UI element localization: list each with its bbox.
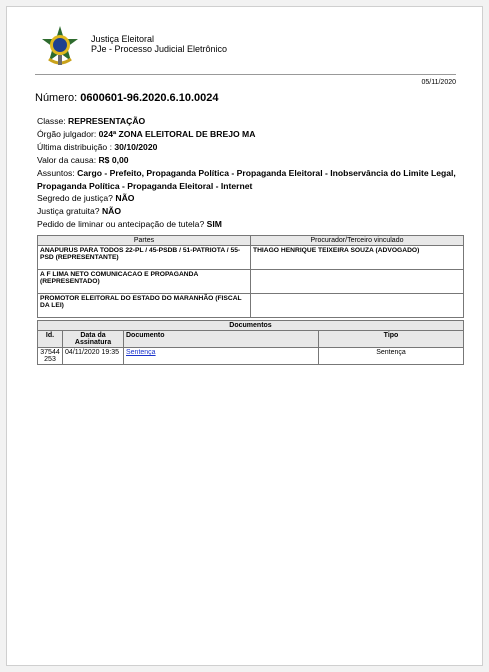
gratuita-label: Justiça gratuita? xyxy=(37,206,100,216)
partes-col-header: Partes xyxy=(38,236,251,246)
orgao-value: 024ª ZONA ELEITORAL DE BREJO MA xyxy=(98,129,256,139)
issue-date: 05/11/2020 xyxy=(421,79,456,86)
document-page xyxy=(6,6,483,666)
doc-documento-cell xyxy=(124,348,319,365)
org-line-2: PJe - Processo Judicial Eletrônico xyxy=(91,44,228,54)
distribuicao-value: 30/10/2020 xyxy=(114,142,158,152)
classe-label: Classe: xyxy=(37,116,66,126)
procurador-cell xyxy=(251,294,464,318)
data-col-header: Data da Assinatura xyxy=(63,331,124,348)
procurador-cell xyxy=(251,270,464,294)
partes-header-row xyxy=(38,236,464,246)
documentos-header-row xyxy=(38,331,464,348)
table-row xyxy=(38,348,464,365)
segredo-value: NÃO xyxy=(115,193,135,203)
orgao-label: Órgão julgador: xyxy=(37,129,97,139)
classe-value: REPRESENTAÇÃO xyxy=(68,116,146,126)
id-col-header: Id. xyxy=(38,331,63,348)
liminar-label: Pedido de liminar ou antecipação de tutela? xyxy=(37,219,205,229)
numero-label: Número: xyxy=(35,92,78,104)
process-metadata xyxy=(35,115,475,231)
sentenca-link[interactable]: Sentença xyxy=(126,349,156,356)
partes-table xyxy=(37,235,464,318)
parte-cell: ANAPURUS PARA TODOS 22-PL / 45-PSDB / 51-PATRIOTA / 55-PSD (REPRESENTANTE) xyxy=(38,246,251,270)
org-line-1: Justiça Eleitoral xyxy=(91,34,155,44)
brasao-coat-of-arms-icon xyxy=(39,25,81,69)
distribuicao-label: Última distribuição : xyxy=(37,142,112,152)
header-divider xyxy=(35,74,456,75)
orgao-row xyxy=(35,128,475,141)
distribuicao-row xyxy=(35,141,475,154)
process-number xyxy=(35,92,219,104)
liminar-row xyxy=(35,218,475,231)
liminar-value: SIM xyxy=(206,219,222,229)
classe-row xyxy=(35,115,475,128)
documentos-title-row xyxy=(38,321,464,331)
segredo-label: Segredo de justiça? xyxy=(37,193,113,203)
parte-cell: PROMOTOR ELEITORAL DO ESTADO DO MARANHÃO (FISCAL DA LEI) xyxy=(38,294,251,318)
valor-label: Valor da causa: xyxy=(37,155,97,165)
valor-row xyxy=(35,154,475,167)
numero-value: 0600601-96.2020.6.10.0024 xyxy=(80,92,219,104)
doc-id-cell: 37544 253 xyxy=(38,348,63,365)
valor-value: R$ 0,00 xyxy=(98,155,129,165)
assuntos-value: Cargo - Prefeito, Propaganda Política - Propaganda Eleitoral - Inobservância do Limite Legal, Propaganda Política - Propaganda Eleitoral - Internet xyxy=(37,168,456,191)
assuntos-label: Assuntos: xyxy=(37,168,75,178)
gratuita-row xyxy=(35,205,475,218)
documentos-title: Documentos xyxy=(38,321,464,331)
procurador-cell: THIAGO HENRIQUE TEIXEIRA SOUZA (ADVOGADO) xyxy=(251,246,464,270)
table-row xyxy=(38,270,464,294)
tipo-col-header: Tipo xyxy=(319,331,464,348)
procurador-col-header: Procurador/Terceiro vinculado xyxy=(251,236,464,246)
org-name xyxy=(91,34,227,54)
table-row xyxy=(38,246,464,270)
doc-data-cell: 04/11/2020 19:35 xyxy=(63,348,124,365)
segredo-row xyxy=(35,192,475,205)
assuntos-row xyxy=(35,167,475,192)
table-row xyxy=(38,294,464,318)
parte-cell: A F LIMA NETO COMUNICACAO E PROPAGANDA (REPRESENTADO) xyxy=(38,270,251,294)
doc-tipo-cell: Sentença xyxy=(319,348,464,365)
documentos-table xyxy=(37,320,464,365)
documento-col-header: Documento xyxy=(124,331,319,348)
gratuita-value: NÃO xyxy=(101,206,122,216)
